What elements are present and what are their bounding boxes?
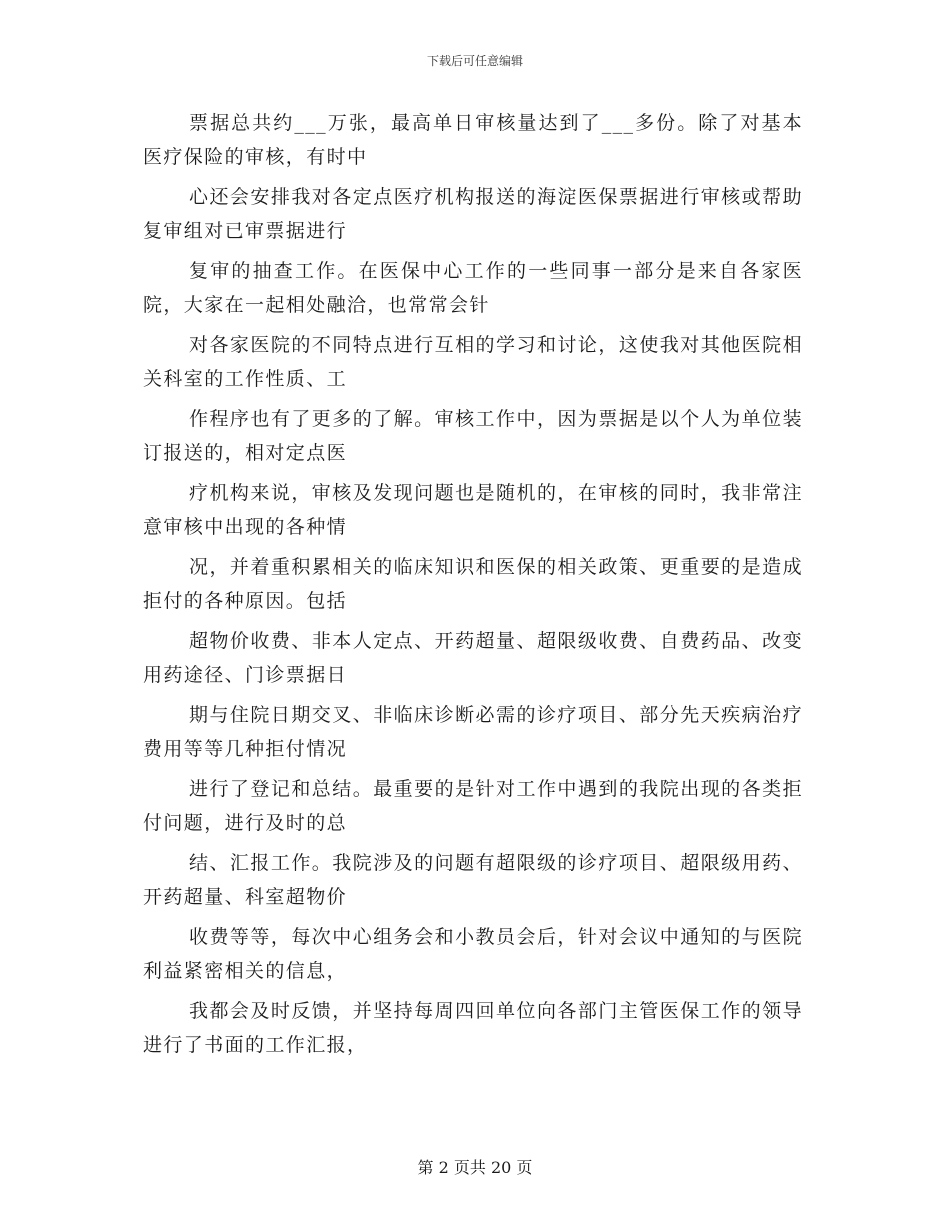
page-footer: 第 2 页共 20 页 [417, 1158, 533, 1177]
page-header: 下载后可任意编辑 [426, 54, 523, 68]
paragraph: 进行了登记和总结。最重要的是针对工作中遇到的我院出现的各类拒付问题，进行及时的总 [143, 778, 803, 834]
paragraph: 超物价收费、非本人定点、开药超量、超限级收费、自费药品、改变用药途径、门诊票据日 [143, 630, 803, 686]
paragraph: 疗机构来说，审核及发现问题也是随机的，在审核的同时，我非常注意审核中出现的各种情 [143, 482, 803, 538]
paragraph: 票据总共约___万张，最高单日审核量达到了___多份。除了对基本医疗保险的审核，有时中 [143, 112, 803, 168]
document-body [143, 106, 803, 1068]
paragraph: 对各家医院的不同特点进行互相的学习和讨论，这使我对其他医院相关科室的工作性质、工 [143, 334, 803, 390]
paragraph: 作程序也有了更多的了解。审核工作中，因为票据是以个人为单位装订报送的，相对定点医 [143, 408, 803, 464]
paragraph: 况，并着重积累相关的临床知识和医保的相关政策、更重要的是造成拒付的各种原因。包括 [143, 556, 803, 612]
paragraph: 心还会安排我对各定点医疗机构报送的海淀医保票据进行审核或帮助复审组对已审票据进行 [143, 186, 803, 242]
paragraph: 复审的抽查工作。在医保中心工作的一些同事一部分是来自各家医院，大家在一起相处融洽，也常常会针 [143, 260, 803, 316]
paragraph: 结、汇报工作。我院涉及的问题有超限级的诊疗项目、超限级用药、开药超量、科室超物价 [143, 852, 803, 908]
paragraph: 我都会及时反馈，并坚持每周四回单位向各部门主管医保工作的领导进行了书面的工作汇报， [143, 1000, 803, 1056]
paragraph: 期与住院日期交叉、非临床诊断必需的诊疗项目、部分先天疾病治疗费用等等几种拒付情况 [143, 704, 803, 760]
paragraph: 收费等等，每次中心组务会和小教员会后，针对会议中通知的与医院利益紧密相关的信息， [143, 926, 803, 982]
